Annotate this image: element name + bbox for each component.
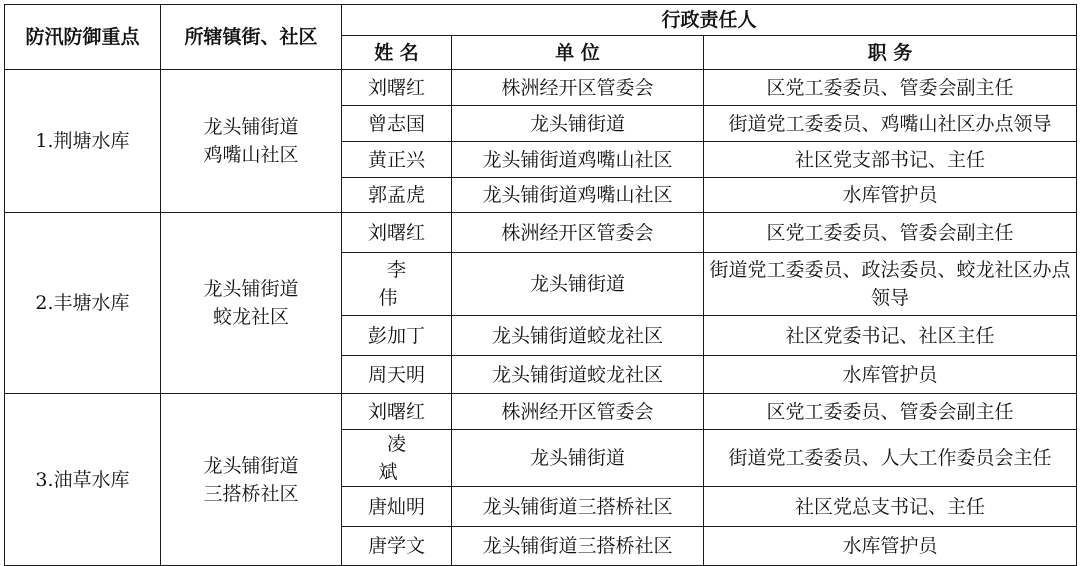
position-cell: 区党工委委员、管委会副主任 xyxy=(704,213,1077,253)
position-cell: 社区党总支书记、主任 xyxy=(704,487,1077,527)
position-cell: 水库管护员 xyxy=(704,527,1077,566)
street-cell xyxy=(161,70,342,213)
unit-cell: 龙头铺街道鸡嘴山社区 xyxy=(452,142,704,178)
position-cell: 水库管护员 xyxy=(704,356,1077,394)
name-cell: 唐学文 xyxy=(342,527,452,566)
unit-cell: 龙头铺街道 xyxy=(452,106,704,142)
header-row xyxy=(5,5,1077,36)
street-name: 龙头铺街道 xyxy=(203,454,299,477)
duty-table xyxy=(4,4,1077,566)
position-cell: 街道党工委委员、鸡嘴山社区办点领导 xyxy=(704,106,1077,142)
unit-cell: 龙头铺街道三搭桥社区 xyxy=(452,527,704,566)
table-row xyxy=(5,394,1077,430)
position-cell: 街道党工委委员、政法委员、蛟龙社区办点领导 xyxy=(704,253,1077,316)
name-cell: 郭孟虎 xyxy=(342,178,452,213)
position-cell: 社区党支部书记、主任 xyxy=(704,142,1077,178)
header-focus: 防汛防御重点 xyxy=(5,5,161,70)
header-responsible: 行政责任人 xyxy=(342,5,1077,36)
name-cell: 唐灿明 xyxy=(342,487,452,527)
table-row xyxy=(5,70,1077,106)
unit-cell: 株洲经开区管委会 xyxy=(452,394,704,430)
position-cell: 区党工委委员、管委会副主任 xyxy=(704,394,1077,430)
street-name: 龙头铺街道 xyxy=(203,116,299,138)
name-cell: 曾志国 xyxy=(342,106,452,142)
name-cell: 刘曙红 xyxy=(342,394,452,430)
header-name: 姓 名 xyxy=(342,36,452,70)
header-street: 所辖镇街、社区 xyxy=(161,5,342,70)
unit-cell: 株洲经开区管委会 xyxy=(452,213,704,253)
focus-cell: 2.丰塘水库 xyxy=(5,213,161,394)
focus-cell: 3.油草水库 xyxy=(5,394,161,566)
name-cell: 周天明 xyxy=(342,356,452,394)
name-cell: 凌 斌 xyxy=(342,430,452,487)
position-cell: 水库管护员 xyxy=(704,178,1077,213)
name-cell: 李 伟 xyxy=(342,253,452,316)
community-name: 蛟龙社区 xyxy=(212,306,289,328)
name-cell: 刘曙红 xyxy=(342,70,452,106)
position-cell: 街道党工委委员、人大工作委员会主任 xyxy=(704,430,1077,487)
position-cell: 社区党委书记、社区主任 xyxy=(704,316,1077,356)
header-position: 职 务 xyxy=(704,36,1077,70)
unit-cell: 龙头铺街道 xyxy=(452,430,704,487)
name-cell: 彭加丁 xyxy=(342,316,452,356)
unit-cell: 龙头铺街道蛟龙社区 xyxy=(452,356,704,394)
community-name: 鸡嘴山社区 xyxy=(203,144,299,166)
unit-cell: 龙头铺街道蛟龙社区 xyxy=(452,316,704,356)
unit-cell: 龙头铺街道 xyxy=(452,253,704,316)
name-cell: 刘曙红 xyxy=(342,213,452,253)
street-cell xyxy=(161,213,342,394)
street-cell xyxy=(161,394,342,566)
table-row xyxy=(5,213,1077,253)
name-cell: 黄正兴 xyxy=(342,142,452,178)
position-cell: 区党工委委员、管委会副主任 xyxy=(704,70,1077,106)
unit-cell: 株洲经开区管委会 xyxy=(452,70,704,106)
unit-cell: 龙头铺街道三搭桥社区 xyxy=(452,487,704,527)
header-unit: 单 位 xyxy=(452,36,704,70)
street-name: 龙头铺街道 xyxy=(203,278,299,300)
focus-cell: 1.荆塘水库 xyxy=(5,70,161,213)
unit-cell: 龙头铺街道鸡嘴山社区 xyxy=(452,178,704,213)
community-name: 三搭桥社区 xyxy=(203,482,299,505)
